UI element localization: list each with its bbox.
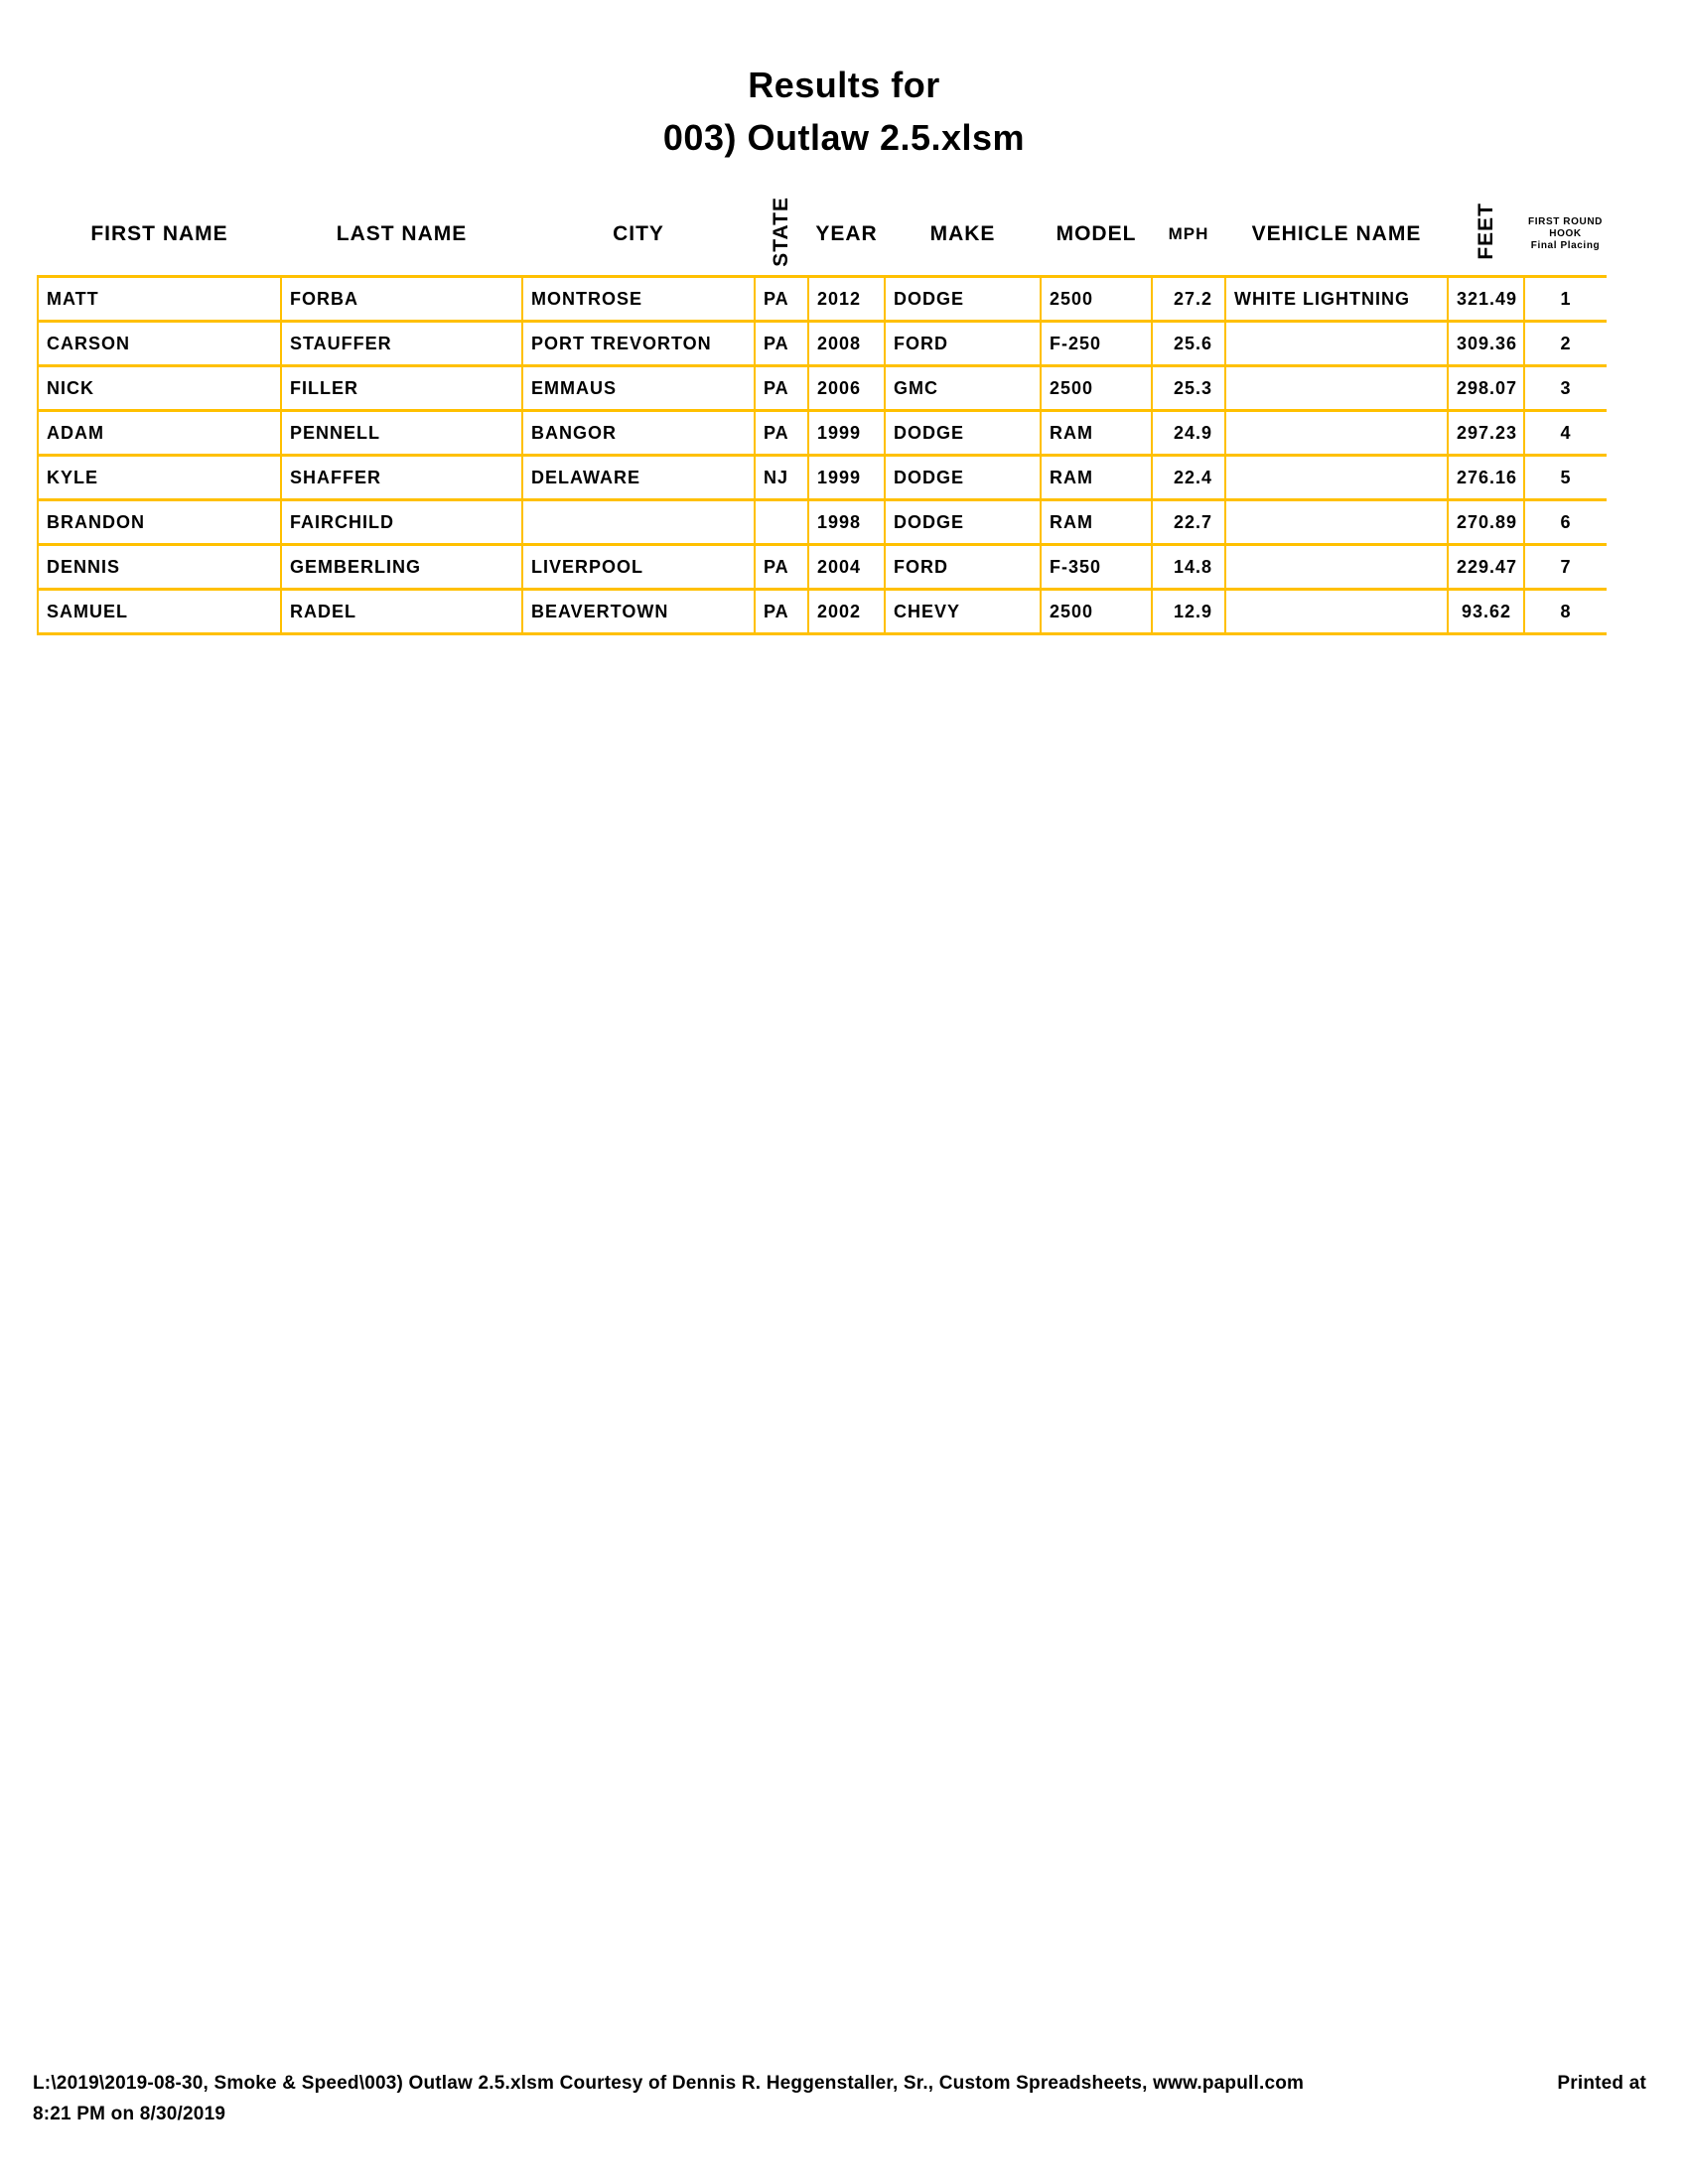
- cell-make: DODGE: [885, 411, 1041, 456]
- cell-first-name: KYLE: [38, 456, 281, 500]
- cell-vehicle-name: [1225, 366, 1448, 411]
- cell-model: RAM: [1041, 456, 1152, 500]
- cell-feet: 93.62: [1448, 590, 1524, 634]
- cell-make: GMC: [885, 366, 1041, 411]
- cell-state: PA: [755, 411, 808, 456]
- col-header-city: CITY: [613, 222, 664, 245]
- cell-mph: 12.9: [1152, 590, 1225, 634]
- cell-model: F-350: [1041, 545, 1152, 590]
- cell-vehicle-name: [1225, 500, 1448, 545]
- col-header-first-name: FIRST NAME: [90, 222, 228, 245]
- cell-city: DELAWARE: [522, 456, 755, 500]
- cell-placing: 7: [1524, 545, 1607, 590]
- cell-model: 2500: [1041, 277, 1152, 322]
- cell-feet: 297.23: [1448, 411, 1524, 456]
- cell-first-name: SAMUEL: [38, 590, 281, 634]
- cell-placing: 3: [1524, 366, 1607, 411]
- cell-city: [522, 500, 755, 545]
- result-row: [38, 500, 1607, 545]
- col-header-vehicle-name: VEHICLE NAME: [1251, 222, 1422, 245]
- cell-first-name: BRANDON: [38, 500, 281, 545]
- cell-last-name: STAUFFER: [281, 322, 522, 366]
- cell-make: CHEVY: [885, 590, 1041, 634]
- cell-placing: 5: [1524, 456, 1607, 500]
- cell-city: BANGOR: [522, 411, 755, 456]
- cell-city: LIVERPOOL: [522, 545, 755, 590]
- col-header-mph: MPH: [1168, 224, 1209, 243]
- cell-year: 2008: [808, 322, 885, 366]
- cell-state: PA: [755, 545, 808, 590]
- cell-model: RAM: [1041, 411, 1152, 456]
- cell-first-name: CARSON: [38, 322, 281, 366]
- cell-vehicle-name: WHITE LIGHTNING: [1225, 277, 1448, 322]
- cell-state: PA: [755, 277, 808, 322]
- cell-placing: 1: [1524, 277, 1607, 322]
- cell-state: NJ: [755, 456, 808, 500]
- feet-vertical-label: FEET: [1474, 203, 1497, 260]
- cell-feet: 321.49: [1448, 277, 1524, 322]
- result-row: [38, 456, 1607, 500]
- result-row: [38, 590, 1607, 634]
- col-header-feet: [1448, 194, 1524, 277]
- result-row: [38, 322, 1607, 366]
- cell-mph: 22.4: [1152, 456, 1225, 500]
- cell-year: 1999: [808, 456, 885, 500]
- footer-line1: [33, 2068, 1646, 2099]
- page-footer: [33, 2068, 1646, 2129]
- col-header-model: MODEL: [1055, 222, 1137, 245]
- state-vertical-label: STATE: [770, 196, 792, 267]
- hook-header-line3: Final Placing: [1530, 240, 1601, 251]
- result-row: [38, 545, 1607, 590]
- report-title-line1: Results for: [748, 65, 940, 105]
- cell-feet: 298.07: [1448, 366, 1524, 411]
- result-row: [38, 366, 1607, 411]
- footer-printed-at-label: Printed at: [1557, 2073, 1646, 2094]
- cell-placing: 6: [1524, 500, 1607, 545]
- cell-year: 1998: [808, 500, 885, 545]
- cell-make: DODGE: [885, 456, 1041, 500]
- cell-year: 2006: [808, 366, 885, 411]
- col-header-first-round-hook: [1524, 194, 1607, 277]
- hook-header-line2: HOOK: [1549, 228, 1582, 239]
- cell-last-name: SHAFFER: [281, 456, 522, 500]
- cell-year: 2002: [808, 590, 885, 634]
- cell-vehicle-name: [1225, 590, 1448, 634]
- cell-year: 2012: [808, 277, 885, 322]
- cell-vehicle-name: [1225, 545, 1448, 590]
- cell-mph: 25.6: [1152, 322, 1225, 366]
- cell-placing: 2: [1524, 322, 1607, 366]
- cell-state: PA: [755, 322, 808, 366]
- cell-mph: 14.8: [1152, 545, 1225, 590]
- cell-city: BEAVERTOWN: [522, 590, 755, 634]
- cell-first-name: DENNIS: [38, 545, 281, 590]
- header-row: [38, 194, 1607, 277]
- cell-city: EMMAUS: [522, 366, 755, 411]
- cell-city: PORT TREVORTON: [522, 322, 755, 366]
- cell-make: FORD: [885, 545, 1041, 590]
- cell-first-name: ADAM: [38, 411, 281, 456]
- cell-last-name: PENNELL: [281, 411, 522, 456]
- hook-header-line1: FIRST ROUND: [1528, 216, 1603, 227]
- result-row: [38, 277, 1607, 322]
- cell-city: MONTROSE: [522, 277, 755, 322]
- cell-feet: 270.89: [1448, 500, 1524, 545]
- cell-model: RAM: [1041, 500, 1152, 545]
- cell-make: DODGE: [885, 277, 1041, 322]
- cell-model: 2500: [1041, 366, 1152, 411]
- cell-vehicle-name: [1225, 322, 1448, 366]
- cell-make: FORD: [885, 322, 1041, 366]
- footer-printed-time: 8:21 PM on 8/30/2019: [33, 2104, 226, 2124]
- cell-feet: 309.36: [1448, 322, 1524, 366]
- cell-mph: 27.2: [1152, 277, 1225, 322]
- cell-last-name: RADEL: [281, 590, 522, 634]
- cell-last-name: GEMBERLING: [281, 545, 522, 590]
- cell-year: 1999: [808, 411, 885, 456]
- cell-make: DODGE: [885, 500, 1041, 545]
- result-row: [38, 411, 1607, 456]
- cell-last-name: FAIRCHILD: [281, 500, 522, 545]
- cell-mph: 24.9: [1152, 411, 1225, 456]
- footer-file-path-courtesy: L:\2019\2019-08-30, Smoke & Speed\003) Outlaw 2.5.xlsm Courtesy of Dennis R. Heggenstaller, Sr., Custom Spreadsheets, www.papull.com: [33, 2073, 1305, 2094]
- col-header-state: [755, 194, 808, 277]
- cell-vehicle-name: [1225, 456, 1448, 500]
- cell-placing: 8: [1524, 590, 1607, 634]
- cell-state: PA: [755, 590, 808, 634]
- cell-feet: 229.47: [1448, 545, 1524, 590]
- results-table: [37, 194, 1607, 635]
- cell-first-name: MATT: [38, 277, 281, 322]
- report-title: [0, 59, 1688, 164]
- col-header-make: MAKE: [929, 222, 996, 245]
- cell-state: PA: [755, 366, 808, 411]
- cell-last-name: FORBA: [281, 277, 522, 322]
- cell-model: F-250: [1041, 322, 1152, 366]
- cell-mph: 22.7: [1152, 500, 1225, 545]
- cell-mph: 25.3: [1152, 366, 1225, 411]
- report-title-line2: 003) Outlaw 2.5.xlsm: [662, 117, 1026, 158]
- cell-vehicle-name: [1225, 411, 1448, 456]
- cell-first-name: NICK: [38, 366, 281, 411]
- cell-feet: 276.16: [1448, 456, 1524, 500]
- col-header-last-name: LAST NAME: [336, 222, 468, 245]
- cell-model: 2500: [1041, 590, 1152, 634]
- cell-last-name: FILLER: [281, 366, 522, 411]
- col-header-year: YEAR: [815, 222, 878, 245]
- cell-year: 2004: [808, 545, 885, 590]
- cell-placing: 4: [1524, 411, 1607, 456]
- cell-state: [755, 500, 808, 545]
